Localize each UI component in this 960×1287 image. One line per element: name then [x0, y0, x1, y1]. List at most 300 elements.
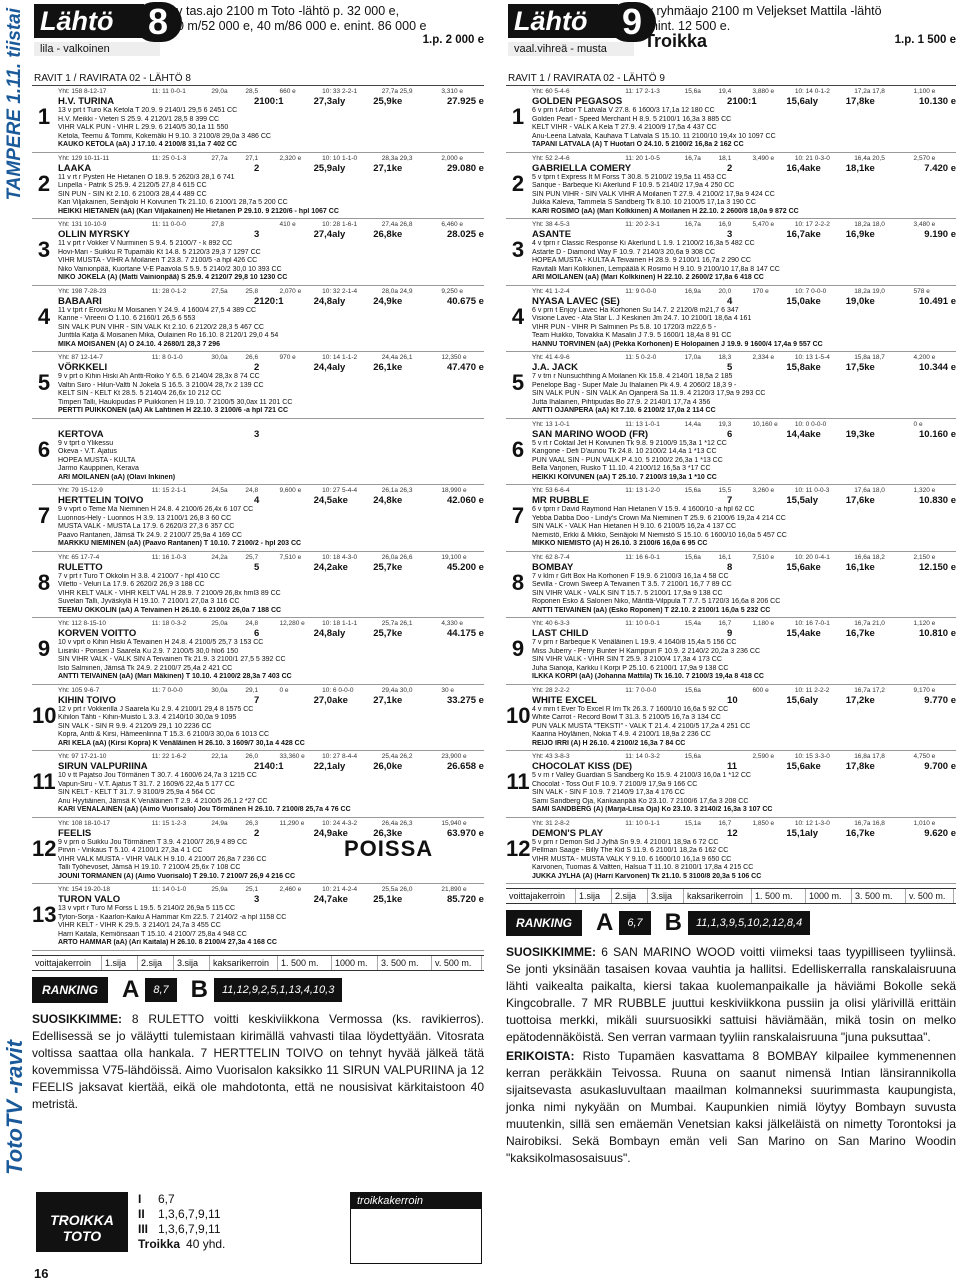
- stat-cell: 33,360 e: [279, 753, 305, 760]
- stat-cell: 4,330 e: [441, 620, 464, 627]
- stat-cell: 27,7a 25,9: [381, 88, 413, 95]
- stat-cell: 410 e: [279, 221, 296, 228]
- horse-record: 10.491 e: [919, 295, 956, 307]
- stat-cell: 10: 14 0-1-2: [794, 88, 830, 95]
- ranking-b-letter: B: [664, 909, 682, 936]
- stat-cell: 11: 9 0-0-0: [625, 287, 657, 295]
- horse-record: 3: [727, 229, 733, 240]
- start-number: 11: [506, 769, 530, 794]
- troikka-rows: [138, 1192, 225, 1252]
- horse-name-row: [532, 828, 956, 839]
- stat-cell: 10: 28 1-6-1: [322, 221, 358, 228]
- stat-cell: 25,7: [245, 553, 259, 561]
- stat-cell: 10: 7 0-0-0: [794, 287, 827, 295]
- horse-name-row: [532, 296, 956, 307]
- horse-record: 19,3ke: [845, 428, 875, 440]
- horse-record: 12.150 e: [919, 561, 956, 573]
- horse-record: 2140:1: [253, 761, 284, 772]
- start-number: 8: [37, 569, 51, 595]
- horse-detail-line: Karvonen, Tuomas & Valtteri, Halsua T 11.10. 8 2100/1 17,8a 4 215 CC: [532, 864, 754, 871]
- horse-detail-line: ANTTI OJANPERÄ (aA) Kt 7.10. 6 2100/2 17,0a 2 114 CC: [532, 407, 716, 414]
- horse-record: 9.620 e: [924, 827, 956, 839]
- start-number: 6: [37, 436, 51, 462]
- odds-table: [506, 888, 956, 904]
- career-stats: [532, 221, 956, 229]
- horse-name-row: [532, 229, 956, 240]
- horse-record: 17,2ke: [845, 694, 875, 706]
- horse-record: [424, 429, 484, 440]
- stat-cell: 0 e: [279, 686, 289, 694]
- horse-name: GOLDEN PEGASOS: [532, 96, 623, 107]
- stat-cell: 18,1: [718, 154, 732, 162]
- first-prize: 1.p. 1 500 e: [894, 34, 956, 46]
- horse-detail-line: Liisinki - Ponseri J Saarela Ku 2.9. 7 2100/5 30,0 hlo6 150: [58, 647, 239, 655]
- stat-cell: 16,7a 21,0: [854, 620, 885, 627]
- horse-name: VÖRKKELI: [58, 362, 108, 373]
- horse-entry: [32, 86, 484, 153]
- horse-name: WHITE EXCEL: [532, 694, 597, 706]
- horse-record: 25,1ke: [373, 894, 403, 905]
- horse-detail-line: VIHR VALK MUSTA - VIHR VALK H 9.10. 4 2100/7 26,8a 7 236 CC: [58, 855, 267, 863]
- stat-cell: 26,4a 26,3: [381, 819, 413, 827]
- horse-detail-line: 6 v prn t Enjoy Lavec Ha Korhonen Su 14.7. 2 2120/8 m21,7 6 347: [532, 306, 739, 314]
- horse-detail-line: 7 v klm r Gift Box Ha Korhonen F 19.9. 6 2100/3 16,1a 4 58 CC: [532, 572, 729, 580]
- stat-cell: 19,3: [718, 420, 732, 428]
- horse-detail-line: VIHR VALK PUN - VIHR L 29.9. 6 2140/5 30,1a 11 550: [58, 124, 229, 131]
- horse-record: 44.175 e: [446, 628, 484, 639]
- horse-record: 26,3ke: [373, 827, 403, 839]
- horse-detail-line: 11 v tprt r Erovisku M Moisanen Y 24.9. 4 1600/4 27,5 4 389 CC: [58, 306, 257, 314]
- start-number: 3: [511, 237, 525, 262]
- stat-cell: 12,280 e: [279, 620, 305, 627]
- horse-record: 15,8ake: [786, 362, 821, 373]
- horse-name-row: [58, 429, 484, 440]
- horse-detail-line: Jutta Ihalainen, Pihtipudas Bo 27.9. 2 2140/1 17,7a 4 356: [532, 398, 711, 406]
- horse-detail-line: Valtin Siiro - Hilun-Valtti N Jokela S 16.5. 3 2100/4 28,7x 2 139 CC: [58, 381, 264, 389]
- horse-record: 8: [727, 561, 733, 573]
- horse-name: BABAARI: [58, 295, 102, 307]
- horse-detail-line: HEIKKI KOIVUNEN (aA) T 25.10. 7 2100/3 19,3a 1 *10 CC: [532, 473, 717, 481]
- horse-name: J.A. JACK: [532, 362, 578, 373]
- stat-cell: 10: 17 2-2-2: [794, 221, 830, 228]
- horse-detail-line: PUN VALK MUSTA "TEKSTI" - VALK T 21.4. 4 2100/5 17,2a 4 251 CC: [532, 722, 751, 730]
- troikka-label: Troikka: [644, 31, 708, 51]
- horse-detail-line: 6 v prn t Arbor T Latvala V 27.8. 6 1600/3 17,1a 12 180 CC: [532, 107, 715, 114]
- stat-cell: 15,6a: [684, 753, 701, 760]
- stat-cell: 660 e: [279, 88, 296, 95]
- stat-cell: 28,5: [245, 88, 259, 95]
- stat-cell: 30 e: [441, 686, 454, 694]
- career-stats: [532, 354, 956, 362]
- horse-detail-line: JOUNI TÖRMÄNEN (A) (Aimo Vuorisalo) T 29.10. 7 2100/7 26,9 4 216 CC: [58, 872, 296, 880]
- stat-cell: 10: 21 0-3-0: [794, 154, 830, 162]
- horse-list: [32, 86, 484, 951]
- horse-detail-line: HOPEA MUSTA - KULTA A Teivainen H 28.9. 9 2100/1 16,7a 2 290 CC: [532, 257, 751, 264]
- horse-detail-line: 11 v prt r Vokker V Nurminen S 9.4. 5 2100/7 - k 892 CC: [58, 240, 233, 247]
- horse-detail-line: ILKKA KORPI (aA) (Johanna Mattila) Tk 16.10. 7 2100/3 19,4a 8 418 CC: [532, 673, 764, 680]
- horse-detail-line: 5 v prn r Demon Sid J Jylhä Sn 9.9. 4 2100/1 18,9a 6 72 CC: [532, 838, 719, 846]
- stat-cell: Yht: 131 10-10-9: [58, 221, 107, 228]
- horse-record: 29.080 e: [446, 162, 484, 174]
- stat-cell: 2,000 e: [441, 154, 464, 162]
- career-stats: [58, 221, 484, 229]
- stat-cell: 1,320 e: [913, 487, 936, 494]
- stat-cell: 16,7: [718, 819, 732, 827]
- troikka-logo: TROIKKA TOTO: [36, 1192, 128, 1252]
- horse-detail-line: SIN VALK PUN - SIN VALK An Ojanperä Sa 11.9. 4 2120/3 17,9a 9 293 CC: [532, 390, 766, 397]
- stat-cell: 16,7: [718, 620, 732, 627]
- stat-cell: 10: 24 4-3-2: [322, 819, 358, 827]
- horse-detail-line: 4 v mrn t Ever To Excel R Irri Tk 26.3. 7 1600/10 16,6a 5 92 CC: [532, 705, 729, 713]
- horse-record: 26,8ke: [373, 229, 403, 240]
- stat-cell: 15,1a: [684, 819, 701, 827]
- start-number: 1: [37, 104, 51, 129]
- stat-cell: 1,010 e: [913, 819, 936, 827]
- horse-detail-line: SIN VALK - SIN F 10.9. 7 2140/9 17,3a 4 176 CC: [532, 789, 685, 796]
- stat-cell: 11: 15 2-1-1: [151, 487, 187, 494]
- horse-detail-line: Linpella - Patrik S 25.9. 4 2120/5 27,8 4 615 CC: [58, 182, 207, 189]
- horse-record: 27,1ke: [373, 694, 403, 706]
- horse-detail-line: Paavo Rantanen, Jämsä Tk 24.9. 2 2100/7 25,9a 4 169 CC: [58, 531, 242, 539]
- stat-cell: Yht: 112 8-15-10: [58, 620, 106, 627]
- stat-cell: 12,350 e: [441, 354, 467, 361]
- horse-record: 10: [727, 694, 738, 706]
- horse-list: [506, 86, 956, 884]
- section-label: TotoTV -ravit: [2, 1040, 27, 1175]
- commentary-text: Risto Tupamäen kasvattama 8 BOMBAY kilpailee kymmenennen kerran peräkkäin Teivossa. Ruuna on saanut nimensä Intian länsirannikolla sijaitsevasta asukasluvultaan maailman kolmanneksi suurimmasta kaupungista, jonka nimi nykyään on Mumbai. Kaupunkien nimiä löytyy Bombayn suvusta muutenkin, sillä sen emäemän Venetsian kaksi jälkeläistä on nimetty Torontoksi ja Nairobiksi. Sekä Bombayn emän veli San Marino on San Marino Woodin "kaksikolmasosaisuus".: [506, 1049, 956, 1165]
- stat-cell: 27,8: [211, 221, 224, 228]
- stat-cell: 16,4a 20,5: [854, 154, 885, 162]
- stat-cell: 11: 20 1-0-5: [625, 154, 660, 162]
- stat-cell: 30,0a: [211, 354, 228, 361]
- horse-record: 11: [727, 761, 738, 772]
- odds-column-header: v. 500 m.: [906, 889, 954, 903]
- career-stats: [58, 554, 484, 562]
- stat-cell: 24,9a: [211, 819, 228, 827]
- horse-detail-line: Kaarina Höyläinen, Nokia T 4.9. 4 2100/1 18,9a 2 236 CC: [532, 731, 711, 738]
- horse-detail-line: H.V. Meikki - Vieteri S 25.9. 4 2120/1 28,5 8 399 CC: [58, 115, 220, 123]
- stat-cell: 25,1: [245, 886, 259, 893]
- horse-name-row: [532, 495, 956, 506]
- stat-cell: 16,1: [718, 553, 732, 561]
- horse-record: 27.925 e: [446, 96, 484, 107]
- horse-name-row: [532, 695, 956, 706]
- horse-detail-line: 4 v tprn r Classic Response Ki Åkerlund L 1.9. 1 2100/2 16,3a 5 482 CC: [532, 240, 755, 247]
- stat-cell: 24,8: [245, 487, 259, 494]
- race-info-line-1: kv tas.ajo 2100 m Toto -lähtö p. 32 000 e,: [170, 4, 400, 18]
- horse-name-row: [58, 296, 484, 307]
- stat-cell: 10: 33 2-2-1: [322, 88, 358, 95]
- start-number: 11: [32, 769, 56, 794]
- race-8-column: [32, 0, 484, 1251]
- stat-cell: 30,0a: [211, 686, 228, 694]
- ranking-label: RANKING: [32, 977, 108, 1003]
- stat-cell: 10: 15 3-3-0: [794, 753, 830, 760]
- stat-cell: 29,1: [245, 686, 259, 694]
- race-info-line-2: 20 m/52 000 e, 40 m/86 000 e. enint. 86 000 e: [170, 19, 427, 33]
- stat-cell: 11: 8 0-1-0: [151, 354, 183, 361]
- horse-detail-line: SIN PUN VIHR - SIN VALK VIHR A Moilanen T 27.9. 4 2100/2 17,9a 9 424 CC: [532, 190, 775, 198]
- horse-detail-line: SIN VIHR VALK - VALK SIN T 15.7. 5 2100/1 17,9a 9 138 CC: [532, 589, 723, 597]
- horse-detail-line: Astarte D - Diamond Way F 10.9. 7 2140/3 20,6a 9 308 CC: [532, 248, 716, 256]
- stat-cell: 10: 32 2-1-4: [322, 287, 358, 295]
- horse-detail-line: Penelope Bag - Super Male Ju Ihalainen Pk 4.9. 4 2060/2 18,3 9 -: [532, 381, 737, 389]
- horse-record: 24,7ake: [313, 894, 348, 905]
- race-track-line: RAVIT 1 / RAVIRATA 02 - LÄHTÖ 9: [506, 72, 956, 86]
- horse-detail-line: MIKA MOISANEN (A) O 24.10. 4 2680/1 28,3 7 296: [58, 340, 220, 348]
- horse-detail-line: Karine - Vireeni O 1.10. 6 2160/1 26,5 6 553: [58, 315, 196, 322]
- horse-name-row: [58, 229, 484, 240]
- horse-record: 24,2ake: [313, 561, 348, 573]
- horse-detail-line: Niko Vainionpää, Kuortane V-E Paavola S 5.9. 5 2140/2 30,0 10 393 CC: [58, 265, 282, 273]
- odds-column-header: 1.sija: [102, 956, 138, 970]
- page-number: 16: [34, 1266, 49, 1281]
- stat-cell: Yht: 28 2-2-2: [532, 686, 570, 694]
- career-stats: [532, 88, 956, 96]
- stat-cell: 27,7a: [211, 154, 228, 162]
- horse-detail-line: Golden Pearl - Speed Merchant H 8.9. 5 2100/1 16,3a 3 885 CC: [532, 115, 732, 123]
- horse-detail-line: 7 v trn r Nunsuchthing A Moilanen Kk 15.8. 4 2140/1 18,5a 2 185: [532, 373, 733, 380]
- horse-detail-line: Suvelan Talli, Jyväskylä H 19.10. 7 2100/1 27,0a 3 116 CC: [58, 598, 240, 605]
- start-number: 8: [511, 569, 525, 595]
- horse-detail-line: 5 v rt r Coktail Jet H Koivunen Tk 9.8. 9 2100/9 15,3a 1 *12 CC: [532, 439, 727, 447]
- stat-cell: 4,200 e: [913, 354, 936, 361]
- badge-number: 8: [134, 2, 182, 42]
- horse-name-row: [532, 628, 956, 639]
- stat-cell: 3,880 e: [752, 88, 775, 95]
- horse-record: 24,9ke: [373, 295, 403, 307]
- stat-cell: 16,7a: [684, 221, 701, 228]
- stat-cell: Yht: 158 8-12-17: [58, 88, 107, 95]
- odds-table: [32, 955, 484, 971]
- stat-cell: 11: 14 0-3-2: [625, 753, 660, 760]
- stat-cell: 2,070 e: [279, 287, 302, 295]
- stat-cell: Yht: 154 19-20-18: [58, 886, 111, 893]
- horse-detail-line: ARI KELA (aA) (Kirsi Kopra) K Venäläinen H 26.10. 3 1609/7 30,1a 4 428 CC: [58, 739, 305, 747]
- ranking-label: RANKING: [506, 910, 582, 936]
- stat-cell: 23,900 e: [441, 753, 467, 760]
- ranking-b-letter: B: [190, 975, 208, 1003]
- horse-detail-line: ANTTI TEIVAINEN (aA) (Mari Mäkinen) T 10.10. 4 2100/2 28,3a 7 403 CC: [58, 673, 292, 680]
- stat-cell: 7,510 e: [752, 553, 775, 561]
- horse-detail-line: SIN KELT - KELT T 31.7. 9 3100/9 25,9a 4 564 CC: [58, 789, 216, 796]
- odds-column-header: 3. 500 m.: [378, 956, 432, 970]
- stat-cell: 16,6a 18,2: [854, 553, 885, 561]
- race-badge: [508, 1, 662, 62]
- career-stats: [58, 421, 484, 429]
- horse-name: DEMON'S PLAY: [532, 827, 604, 839]
- stat-cell: 3,260 e: [752, 487, 775, 494]
- horse-record: 25,7ke: [373, 628, 403, 639]
- odds-column-header: kaksarikerroin: [210, 956, 278, 970]
- ranking-a-letter: A: [596, 909, 614, 936]
- stat-cell: 27,1: [245, 154, 259, 162]
- horse-record: 25,7ke: [373, 561, 403, 573]
- bet-row: II 1,3,6,7,9,11: [138, 1207, 221, 1221]
- stat-cell: 11: 17 2-1-3: [625, 88, 660, 95]
- stat-cell: Yht: 52 2-4-6: [532, 154, 570, 162]
- horse-record: 15,4ake: [786, 628, 821, 639]
- horse-name-row: [532, 362, 956, 373]
- stat-cell: 26,3: [245, 819, 259, 827]
- stat-cell: 25,0a: [211, 620, 228, 627]
- horse-detail-line: KAUKO KETOLA (aA) J 17.10. 4 2100/8 31,1a 7 402 CC: [58, 141, 237, 148]
- stat-cell: 10: 12 1-3-0: [794, 819, 830, 827]
- horse-record: 63.970 e: [446, 827, 484, 839]
- start-number: 10: [506, 702, 531, 728]
- start-number: 1: [511, 104, 525, 129]
- commentary-para: [506, 944, 956, 1046]
- odds-column-header: voittajakerroin: [32, 956, 102, 970]
- career-stats: [532, 421, 956, 429]
- horse-record: 2: [727, 162, 733, 174]
- horse-detail-line: 11 v rt r Pysteri He Hietanen O 18.9. 5 2620/3 28,1 6 741: [58, 173, 235, 181]
- horse-record: 15,5aly: [786, 495, 819, 506]
- horse-name-row: [58, 761, 484, 772]
- stat-cell: 1,180 e: [752, 620, 775, 627]
- horse-detail-line: Isto Salminen, Jämsä Tk 24.9. 2 2100/7 25,4a 2 421 CC: [58, 664, 233, 672]
- horse-detail-line: Bella Varjonen, Rusko T 11.10. 4 2100/12 16,5a 3 *17 CC: [532, 465, 711, 472]
- career-stats: [58, 753, 484, 761]
- stat-cell: 24,5a: [211, 487, 228, 494]
- horse-entry: [506, 485, 956, 552]
- horse-name: LAAKA: [58, 162, 92, 174]
- stat-cell: 11: 25 0-1-3: [151, 154, 187, 162]
- ranking-a-letter: A: [122, 975, 140, 1003]
- stat-cell: 29,0a: [211, 88, 228, 95]
- commentary-para: [506, 1048, 956, 1167]
- first-prize: 1.p. 2 000 e: [422, 34, 484, 46]
- start-number: 3: [37, 237, 51, 262]
- stat-cell: 15,4a: [684, 620, 701, 627]
- badge-title: Lähtö: [34, 4, 144, 38]
- horse-entry: [506, 219, 956, 286]
- horse-record: 10.130 e: [919, 96, 956, 107]
- stat-cell: 15,6a: [684, 487, 701, 494]
- ranking-a-value: 8,7: [145, 978, 176, 1002]
- stat-cell: 24,8: [245, 620, 259, 627]
- horse-entry: [32, 286, 484, 353]
- horse-detail-line: Anu Hyytiäinen, Jämsä K Venäläinen T 2.9. 4 2100/5 26,1 2 *27 CC: [58, 797, 268, 805]
- horse-entry: [506, 618, 956, 685]
- ranking-a-value: 6,7: [619, 911, 650, 935]
- stat-cell: 11: 10 0-1-1: [625, 819, 660, 827]
- start-number: 12: [506, 835, 531, 861]
- stat-cell: Yht: 87 12-14-7: [58, 354, 103, 361]
- horse-record: 15,1aly: [786, 827, 819, 839]
- stat-cell: 9,600 e: [279, 487, 302, 494]
- horse-record: 10.810 e: [919, 628, 956, 639]
- horse-record: 16,4ake: [786, 162, 821, 174]
- stat-cell: 11,290 e: [279, 819, 305, 827]
- scratched-label: POISSA: [344, 836, 434, 861]
- horse-record: 33.275 e: [446, 694, 484, 706]
- horse-detail-line: 9 v vprt o Teme Ma Nieminen H 24.8. 4 2100/6 26,4x 6 107 CC: [58, 506, 254, 513]
- stat-cell: 10,160 e: [752, 420, 778, 428]
- horse-entry: [32, 552, 484, 619]
- commentary: [506, 944, 956, 1167]
- horse-record: 2100:1: [727, 96, 757, 107]
- horse-detail-line: REIJO IRRI (A) H 26.10. 4 2100/2 16,3a 7 84 CC: [532, 739, 686, 747]
- career-stats: [58, 886, 484, 894]
- horse-record: [314, 429, 374, 440]
- horse-detail-line: 7 v prn r Barbeque K Venäläinen L 19.9. 4 1640/8 15,4a 5 156 CC: [532, 639, 737, 646]
- horse-detail-line: ANTTI TEIVAINEN (aA) (Esko Roponen) T 22.10. 2 2100/1 16,0a 5 232 CC: [532, 606, 771, 614]
- horse-record: 17,5ke: [845, 362, 875, 373]
- career-stats: [58, 288, 484, 296]
- stat-cell: 15,8a 18,7: [854, 354, 885, 361]
- stat-cell: 15,6a: [684, 553, 701, 561]
- horse-record: 18,1ke: [845, 162, 875, 174]
- stat-cell: 10: 21 4-2-4: [322, 886, 358, 893]
- horse-entry: [32, 884, 484, 951]
- odds-column-header: 1000 m.: [332, 956, 378, 970]
- horse-entry: [32, 153, 484, 220]
- horse-detail-line: VIHR KELT VALK - VIHR KELT VAL H 28.9. 7 2100/9 26,8x hml3 89 CC: [58, 589, 281, 597]
- side-band: [0, 0, 32, 1287]
- horse-record: 16,1ke: [845, 561, 875, 573]
- horse-record: 4: [253, 495, 260, 506]
- horse-entry: [506, 86, 956, 153]
- start-number: 2: [511, 170, 525, 196]
- stat-cell: 26,1a 26,3: [381, 487, 413, 494]
- horse-record: 4: [727, 295, 733, 307]
- horse-record: 12: [727, 827, 738, 839]
- odds-column-header: 3.sija: [174, 956, 210, 970]
- horse-record: 85.720 e: [446, 894, 484, 905]
- stat-cell: 18,2a 18,0: [854, 221, 885, 228]
- race-badge: [34, 1, 188, 62]
- horse-name-row: [532, 163, 956, 174]
- horse-record: 15,6ake: [786, 561, 821, 573]
- start-number: 12: [32, 835, 57, 861]
- stat-cell: 10: 18 1-1-1: [322, 620, 358, 627]
- stat-cell: 11: 16 1-0-3: [151, 553, 187, 561]
- horse-detail-line: SIN VIHR VALK - VIHR SIN T 25.9. 3 2100/4 17,3a 4 173 CC: [532, 656, 722, 663]
- horse-record: 27,4aly: [313, 229, 346, 240]
- career-stats: [532, 554, 956, 562]
- stat-cell: Yht: 38 4-5-3: [532, 221, 570, 228]
- stat-cell: 15,6a: [684, 686, 701, 694]
- stat-cell: 10: 27 5-4-4: [322, 487, 358, 494]
- race-info-line-1: lv ryhmäajo 2100 m Veljekset Mattila -lähtö: [644, 4, 882, 18]
- stat-cell: 11: 14 0-1-0: [151, 886, 187, 893]
- start-number: 7: [37, 503, 51, 528]
- horse-detail-line: VIHR MUSTA - VIHR A Moilanen T 23.8. 7 2100/5 -a hpl 426 CC: [58, 257, 258, 264]
- horse-name-row: [532, 761, 956, 772]
- horse-entry: [32, 685, 484, 752]
- horse-record: 25,9aly: [313, 162, 346, 174]
- horse-record: 3: [253, 428, 260, 440]
- odds-column-header: v. 500 m.: [432, 956, 482, 970]
- stat-cell: 2,460 e: [279, 886, 302, 893]
- horse-entry: [32, 751, 484, 818]
- stat-cell: 11: 7 0-0-0: [151, 686, 183, 694]
- horse-record: 9.770 e: [924, 694, 956, 706]
- horse-record: 24,4aly: [313, 362, 346, 373]
- stat-cell: 28,3a 29,3: [381, 154, 413, 162]
- horse-name: GABRIELLA COMERY: [532, 162, 632, 174]
- stat-cell: 11: 10 0-0-1: [625, 620, 660, 627]
- horse-detail-line: Team Huikko, Toivakka K Masalin J 7.9. 5 1600/1 18,4a 8 91 CC: [532, 332, 732, 339]
- race-track-line: RAVIT 1 / RAVIRATA 02 - LÄHTÖ 8: [32, 72, 484, 86]
- stat-cell: 2,334 e: [752, 354, 775, 361]
- stat-cell: 16,7a 16,8: [854, 819, 885, 827]
- stat-cell: Yht: 97 17-21-10: [58, 753, 107, 760]
- horse-detail-line: 13 v prt t Turo Ka Ketola T 20.9. 9 2140/1 29,5 6 2451 CC: [58, 107, 238, 114]
- horse-detail-line: MARKKU NIEMINEN (aA) (Paavo Rantanen) T 10.10. 7 2100/2 - hpl 203 CC: [58, 540, 302, 547]
- horse-detail-line: VIHR MUSTA - MUSTA VALK Y 9.10. 6 1600/10 16,1a 9 650 CC: [532, 855, 732, 863]
